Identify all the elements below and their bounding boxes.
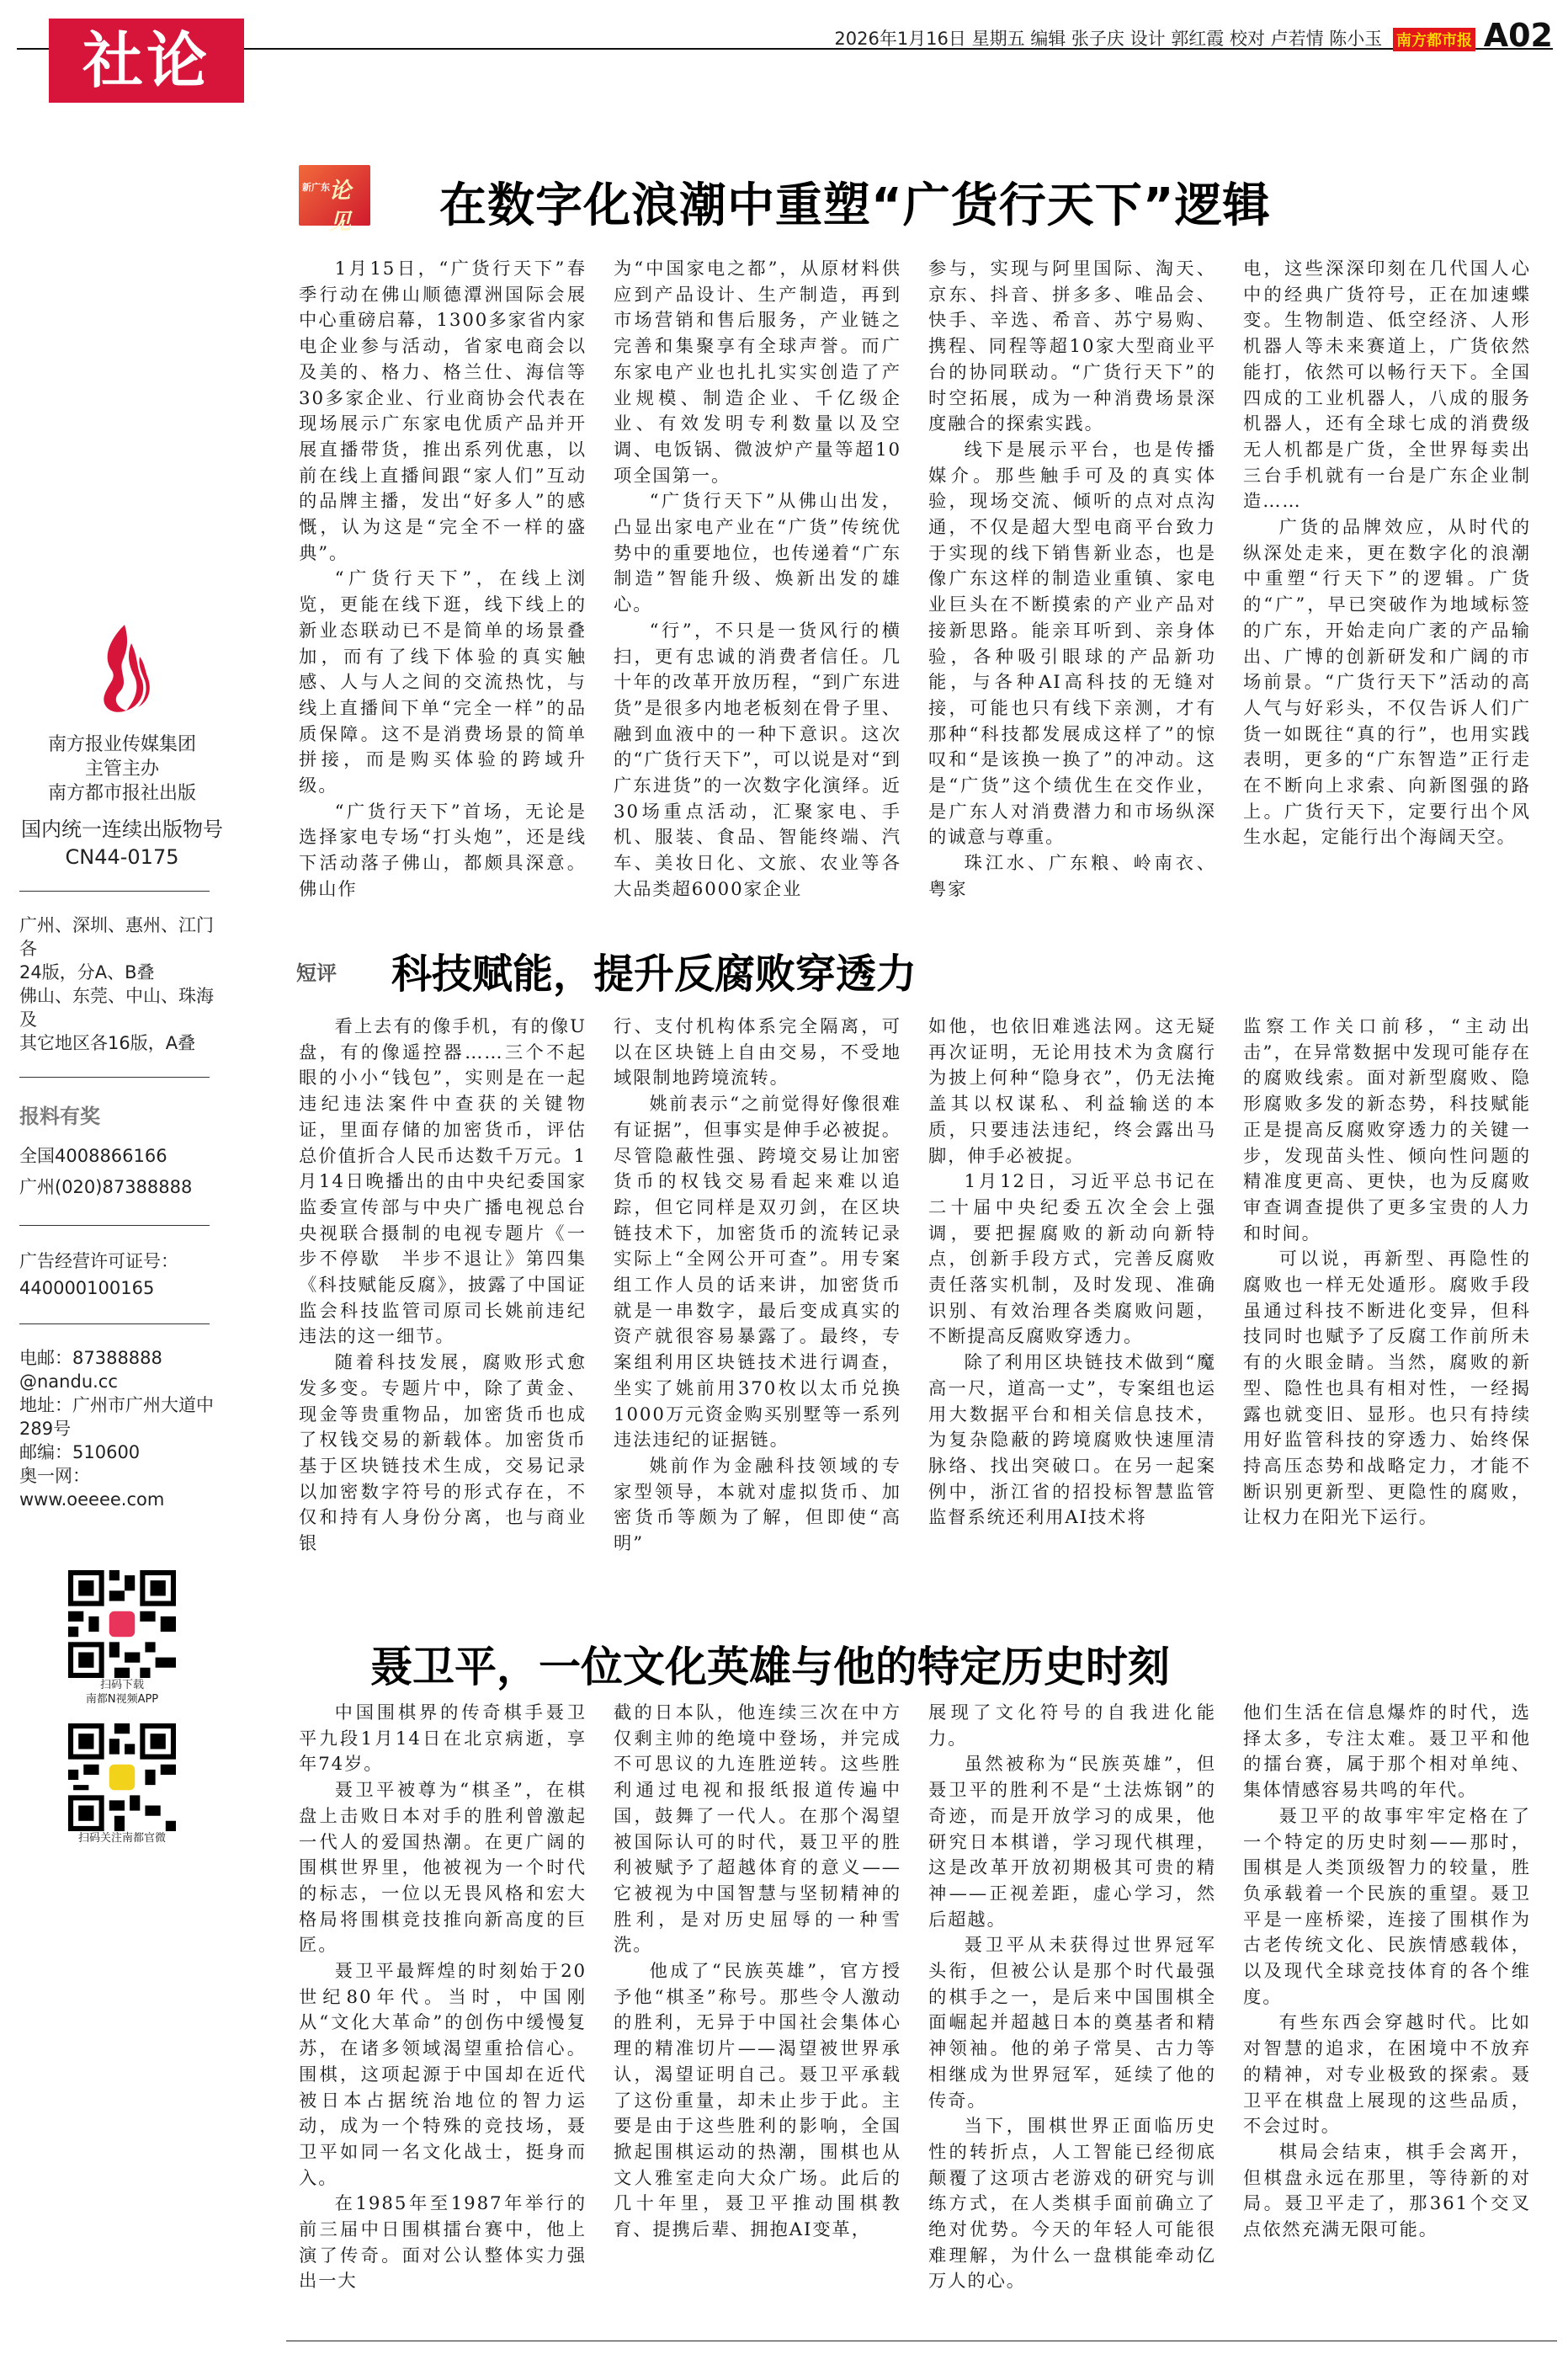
text-column — [1243, 1701, 1531, 2295]
serial-number: CN44-0175 — [65, 845, 179, 869]
qr-code-app-icon[interactable] — [68, 1570, 176, 1678]
paragraph: “广货行天下”，在线上浏览，更能在线下逛，线下线上的新业态联动已不是简单的场景叠加，而有了线下体验的真实触感、人与人之间的交流热忱，与线上直播间下单“完全一样”的品质保障。这不是消费场景的简单拼接，而是购买体验的跨域升级。 — [299, 568, 587, 797]
serial-label: 国内统一连续出版物号 — [21, 818, 223, 841]
paragraph: 如他，也依旧难逃法网。这无疑再次证明，无论用技术为贪腐行为披上何种“隐身衣”，仍无法掩盖其以权谋私、利益输送的本质，只要违法违纪，终会露出马脚，伸手必被捉。 — [928, 1016, 1216, 1167]
page-number: A02 — [1483, 17, 1553, 54]
contact-line: 289号 — [19, 1419, 72, 1439]
text-column — [928, 1015, 1216, 1558]
text-column — [1243, 257, 1531, 903]
paragraph: 为“中国家电之都”，从原材料供应到产品设计、生产制造，再到市场营销和售后服务，产业链之完善和集聚享有全球声誉。而广东家电产业也扎扎实实创造了产业规模、制造企业、千亿级企业、有效发明专利数量以及空调、电饭锅、微波炉产量等超10项全国第一。 — [614, 258, 901, 487]
contact-email[interactable]: @nandu.cc — [19, 1371, 118, 1392]
paragraph: 参与，实现与阿里国际、淘天、京东、抖音、拼多多、唯品会、快手、辛选、希音、苏宁易购、携程、同程等超10家大型商业平台的协同联动。“广货行天下”的时空拓展，成为一种消费场景深度融合的探索实践。 — [928, 258, 1216, 435]
editions-info — [17, 913, 227, 1055]
contact-line: 地址：广州市广州大道中 — [19, 1395, 214, 1415]
headline-commentary: 科技赋能，提升反腐败穿透力 — [391, 951, 917, 998]
org-line: 南方报业传媒集团 — [47, 734, 196, 755]
divider — [19, 1077, 210, 1078]
paragraph: 看上去有的像手机，有的像U盘，有的像遥控器……三个不起眼的小小“钱包”，实则是在一起违纪违法案件中查获的关键物证，里面存储的加密货币，评估总价值折合人民币达数千万元。1月14日晚播出的由中央纪委国家监委宣传部与中央广播电视总台央视联合摄制的电视专题片《一步不停歇 半步不退让》第四集《科技赋能反腐》，披露了中国证监会科技监管司原司长姚前违纪违法的这一细节。 — [299, 1016, 587, 1348]
org-line: 主管主办 — [84, 759, 159, 780]
phone-national: 全国4008866166 — [19, 1146, 167, 1166]
paragraph: 除了利用区块链技术做到“魔高一尺，道高一丈”，专案组也运用大数据平台和相关信息技术，为复杂隐蔽的跨境腐败快速厘清脉络、找出突破口。在另一起案例中，浙江省的招投标智慧监管监督系统还利用AI技术将 — [928, 1352, 1216, 1529]
paragraph: 姚前表示“之前觉得好像很难有证据”，但事实是伸手必被捉。尽管隐蔽性强、跨境交易让加密货币的权钱交易看起来难以追踪，但它同样是双刃剑，在区块链技术下，加密货币的流转记录实际上“全网公开可查”。用专案组工作人员的话来讲，加密货币就是一串数字，最后变成真实的资产就很容易暴露了。最终，专案组利用区块链技术进行调查，坐实了姚前用370枚以太币兑换1000万元资金购买别墅等一系列违法违纪的证据链。 — [614, 1094, 901, 1451]
contact-line: 邮编：510600 — [19, 1442, 141, 1462]
sidebar — [17, 589, 227, 1845]
paragraph: 姚前作为金融科技领域的专家型领导，本就对虚拟货币、加密货币等颇为了解，但即使“高明” — [614, 1455, 901, 1555]
paragraph: 展现了文化符号的自我进化能力。 — [928, 1702, 1216, 1750]
paragraph: “广货行天下”首场，无论是选择家电专场“打头炮”，还是线下活动落子佛山，都颇具深意。佛山作 — [299, 801, 587, 900]
divider — [19, 891, 210, 892]
contact-line: 电邮：87388888 — [19, 1348, 162, 1368]
article-body — [299, 1701, 1531, 2295]
masthead — [0, 0, 1568, 101]
text-column — [928, 257, 1216, 903]
paragraph: 行、支付机构体系完全隔离，可以在区块链上自由交易，不受地域限制地跨境流转。 — [614, 1016, 901, 1089]
paragraph: 截的日本队，他连续三次在中方仅剩主帅的绝境中登场，并完成不可思议的九连胜逆转。这些胜利通过电视和报纸报道传遍中国，鼓舞了一代人。在那个渴望被国际认可的时代，聂卫平的胜利被赋予了超越体育的意义——它被视为中国智慧与坚韧精神的胜利，是对历史屈辱的一种雪洗。 — [614, 1702, 901, 1957]
text-column — [299, 257, 587, 903]
section-badge: 社论 — [49, 19, 244, 103]
ad-license-label: 广告经营许可证号： — [19, 1251, 178, 1271]
ad-license — [17, 1248, 227, 1302]
short-commentary-label: 短评 — [296, 961, 337, 985]
text-column — [614, 1701, 901, 2295]
phone-guangzhou: 广州(020)87388888 — [19, 1177, 193, 1197]
issue-line — [834, 25, 1475, 51]
paragraph: 聂卫平被尊为“棋圣”，在棋盘上击败日本对手的胜利曾激起一代人的爱国热潮。在更广阔的围棋世界里，他被视为一个时代的标志，一位以无畏风格和宏大格局将围棋竞技推向新高度的巨匠。 — [299, 1780, 587, 1957]
contact-line: 奥一网： — [19, 1466, 90, 1486]
tips-phones — [17, 1141, 227, 1203]
brand-logo: 南方都市报 — [1393, 28, 1475, 51]
text-column — [299, 1015, 587, 1558]
paragraph: 聂卫平的故事牢牢定格在了一个特定的历史时刻——那时，围棋是人类顶级智力的较量，胜负承载着一个民族的重望。聂卫平是一座桥梁，连接了围棋作为古老传统文化、民族情感载体，以及现代全球竞技体育的各个维度。 — [1243, 1805, 1531, 2008]
paragraph: 棋局会结束，棋手会离开，但棋盘永远在那里，等待新的对局。聂卫平走了，那361个交叉点依然充满无限可能。 — [1243, 2141, 1531, 2241]
paragraph: 中国围棋界的传奇棋手聂卫平九段1月14日在北京病逝，享年74岁。 — [299, 1702, 587, 1776]
paragraph: 当下，围棋世界正面临历史性的转折点，人工智能已经彻底颠覆了这项古老游戏的研究与训练方式，在人类棋手面前确立了绝对优势。今天的年轻人可能很难理解，为什么一盘棋能牵动亿万人的心。 — [928, 2116, 1216, 2293]
edition-line: 广州、深圳、惠州、江门各 — [19, 915, 214, 959]
headline-nie-weiping: 聂卫平，一位文化英雄与他的特定历史时刻 — [370, 1643, 1170, 1691]
qr-caption-line: 南都N视频APP — [85, 1693, 159, 1706]
paragraph: 有些东西会穿越时代。比如对智慧的追求，在困境中不放弃的精神，对专业极致的探索。聂卫平在棋盘上展现的这些品质，不会过时。 — [1243, 2012, 1531, 2138]
paragraph: 随着科技发展，腐败形式愈发多变。专题片中，除了黄金、现金等贵重物品，加密货币也成了权钱交易的新载体。加密货币基于区块链技术生成，交易记录以加密数字符号的形式存在，不仅和持有人身份分离，也与商业银 — [299, 1352, 587, 1555]
article-body — [299, 257, 1531, 903]
column-tag-big: 论见 — [329, 178, 352, 235]
ad-license-number: 440000100165 — [19, 1278, 155, 1298]
paragraph: 线下是展示平台，也是传播媒介。那些触手可及的真实体验，现场交流、倾听的点对点沟通，不仅是超大型电商平台致力于实现的线下销售新业态，也是像广东这样的制造业重镇、家电业巨头在不断摸索的产业产品对接新思路。能亲耳听到、亲身体验，各种吸引眼球的产品新功能，与各种AI高科技的无缝对接，可能也只有线下亲测，才有那种“科技都发展成这样了”的惊叹和“是该换一换了”的冲动。这是“广货”这个绩优生在交作业，是广东人对消费潜力和市场纵深的诚意与尊重。 — [928, 439, 1216, 849]
headline-editorial: 在数字化浪潮中重塑“广货行天下”逻辑 — [439, 178, 1271, 233]
qr-caption-line: 扫码下载 — [99, 1679, 144, 1691]
paragraph: 可以说，再新型、再隐性的腐败也一样无处遁形。腐败手段虽通过科技不断进化变异，但科技同时也赋予了反腐工作前所未有的火眼金睛。当然，腐败的新型、隐性也具有相对性，一经揭露也就变旧、显形。也只有持续用好监管科技的穿透力、始终保持高压态势和战略定力，才能不断识别更新型、更隐性的腐败，让权力在阳光下运行。 — [1243, 1249, 1531, 1529]
paragraph: 虽然被称为“民族英雄”，但聂卫平的胜利不是“土法炼钢”的奇迹，而是开放学习的成果，他研究日本棋谱，学习现代棋理，这是改革开放初期极其可贵的精神——正视差距，虚心学习，然后超越。 — [928, 1754, 1216, 1931]
paragraph: 在1985年至1987年举行的前三届中日围棋擂台赛中，他上演了传奇。面对公认整体实力强出一大 — [299, 2193, 587, 2293]
edition-line: 24版，分A、B叠 — [19, 962, 155, 983]
qr-wechat-caption: 扫码关注南都官微 — [77, 1832, 166, 1845]
divider — [19, 1225, 210, 1226]
paragraph: 珠江水、广东粮、岭南衣、粤家 — [928, 853, 1216, 900]
paragraph: “广货行天下”从佛山出发，凸显出家电产业在“广货”传统优势中的重要地位，也传递着“广东制造”智能升级、焕新出发的雄心。 — [614, 491, 901, 616]
paragraph: 聂卫平最辉煌的时刻始于20世纪80年代。当时，中国刚从“文化大革命”的创伤中缓慢复苏，在诸多领域渴望重拾信心。围棋，这项起源于中国却在近代被日本占据统治地位的智力运动，成为一个特殊的竞技场，聂卫平如同一名文化战士，挺身而入。 — [299, 1961, 587, 2189]
qr-code-wechat-icon[interactable] — [68, 1723, 176, 1831]
text-column — [614, 1015, 901, 1558]
column-tag-badge — [299, 165, 370, 235]
nanfang-flame-logo-icon — [93, 623, 151, 716]
paragraph: “行”，不只是一货风行的横扫，更有忠诚的消费者信任。几十年的改革开放历程，“到广东进货”是很多内地老板刻在骨子里、融到血液中的一种下意识。这次的“广货行天下”，可以说是对“到广东进货”的一次数字化演绎。近30场重点活动，汇聚家电、手机、服装、食品、智能终端、汽车、美妆日化、文旅、农业等各大品类超6000家企业 — [614, 620, 901, 900]
paragraph: 他成了“民族英雄”，官方授予他“棋圣”称号。那些令人激动的胜利，无异于中国社会集体心理的精准切片——渴望被世界承认，渴望证明自己。聂卫平承载了这份重量，却未止步于此。主要是由于这些胜利的影响，全国掀起围棋运动的热潮，围棋也从文人雅室走向大众广场。此后的几十年里，聂卫平推动围棋教育、提携后辈、拥抱AI变革， — [614, 1961, 901, 2241]
paragraph: 广货的品牌效应，从时代的纵深处走来，更在数字化的浪潮中重塑“行天下”的逻辑。广货的“广”，早已突破作为地域标签的广东，开始走向广袤的产品输出、广博的创新研发和广阔的市场前景。“广货行天下”活动的高人气与好彩头，不仅告诉人们广货一如既往“真的行”，也用实践表明，更多的“广东智造”正行走在不断向上求索、向新图强的路上。广货行天下，定要行出个风生水起，定能行出个海阔天空。 — [1243, 517, 1531, 849]
article-body — [299, 1015, 1531, 1558]
text-column — [928, 1701, 1216, 2295]
issue-info: 2026年1月16日 星期五 编辑 张子庆 设计 郭红霞 校对 卢若情 陈小玉 — [834, 29, 1383, 49]
paragraph: 他们生活在信息爆炸的时代，选择太多，专注太难。聂卫平和他的擂台赛，属于那个相对单纯、集体情感容易共鸣的年代。 — [1243, 1702, 1531, 1802]
edition-line: 佛山、东莞、中山、珠海及 — [19, 986, 214, 1030]
qr-app-caption — [17, 1678, 227, 1707]
contact-info — [17, 1346, 227, 1511]
column-tag-small: 新广东 — [302, 182, 330, 193]
paragraph: 1月12日，习近平总书记在二十届中央纪委五次全会上强调，要把握腐败的新动向新特点，创新手段方式，完善反腐败责任落实机制，及时发现、准确识别、有效治理各类腐败问题，不断提高反腐败穿透力。 — [928, 1171, 1216, 1348]
paragraph: 聂卫平从未获得过世界冠军头衔，但被公认是那个时代最强的棋手之一，是后来中国围棋全面崛起并超越日本的奠基者和精神领袖。他的弟子常昊、古力等相继成为世界冠军，延续了他的传奇。 — [928, 1935, 1216, 2112]
text-column — [614, 257, 901, 903]
divider — [19, 1323, 210, 1324]
paragraph: 电，这些深深印刻在几代国人心中的经典广货符号，正在加速蝶变。生物制造、低空经济、人形机器人等未来赛道上，广货依然能打，依然可以畅行天下。全国四成的工业机器人，八成的服务机器人，还有全球七成的消费级无人机都是广货，全世界每卖出三台手机就有一台是广东企业制造…… — [1243, 258, 1531, 513]
publisher-info — [17, 732, 227, 806]
org-line: 南方都市报社出版 — [47, 783, 196, 804]
edition-line: 其它地区各16版，A叠 — [19, 1033, 196, 1053]
tips-heading: 报料有奖 — [19, 1105, 100, 1128]
paragraph: 监察工作关口前移，“主动出击”，在异常数据中发现可能存在的腐败线索。面对新型腐败、隐形腐败多发的新态势，科技赋能正是提高反腐败穿透力的关键一步，发现苗头性、倾向性问题的精准度更高、更快，也为反腐败审查调查提供了更多宝贵的人力和时间。 — [1243, 1016, 1531, 1244]
paragraph: 1月15日，“广货行天下”春季行动在佛山顺德潭洲国际会展中心重磅启幕，1300多家省内家电企业参与活动，省家电商会以及美的、格力、格兰仕、海信等30多家企业、行业商协会代表在现场展示广东家电优质产品并开展直播带货，推出系列优惠，以前在线上直播间跟“家人们”互动的品牌主播，发出“好多人”的感慨，认为这是“完全不一样的盛典”。 — [299, 258, 587, 564]
text-column — [299, 1701, 587, 2295]
text-column — [1243, 1015, 1531, 1558]
website-link[interactable]: www.oeeee.com — [19, 1489, 165, 1510]
